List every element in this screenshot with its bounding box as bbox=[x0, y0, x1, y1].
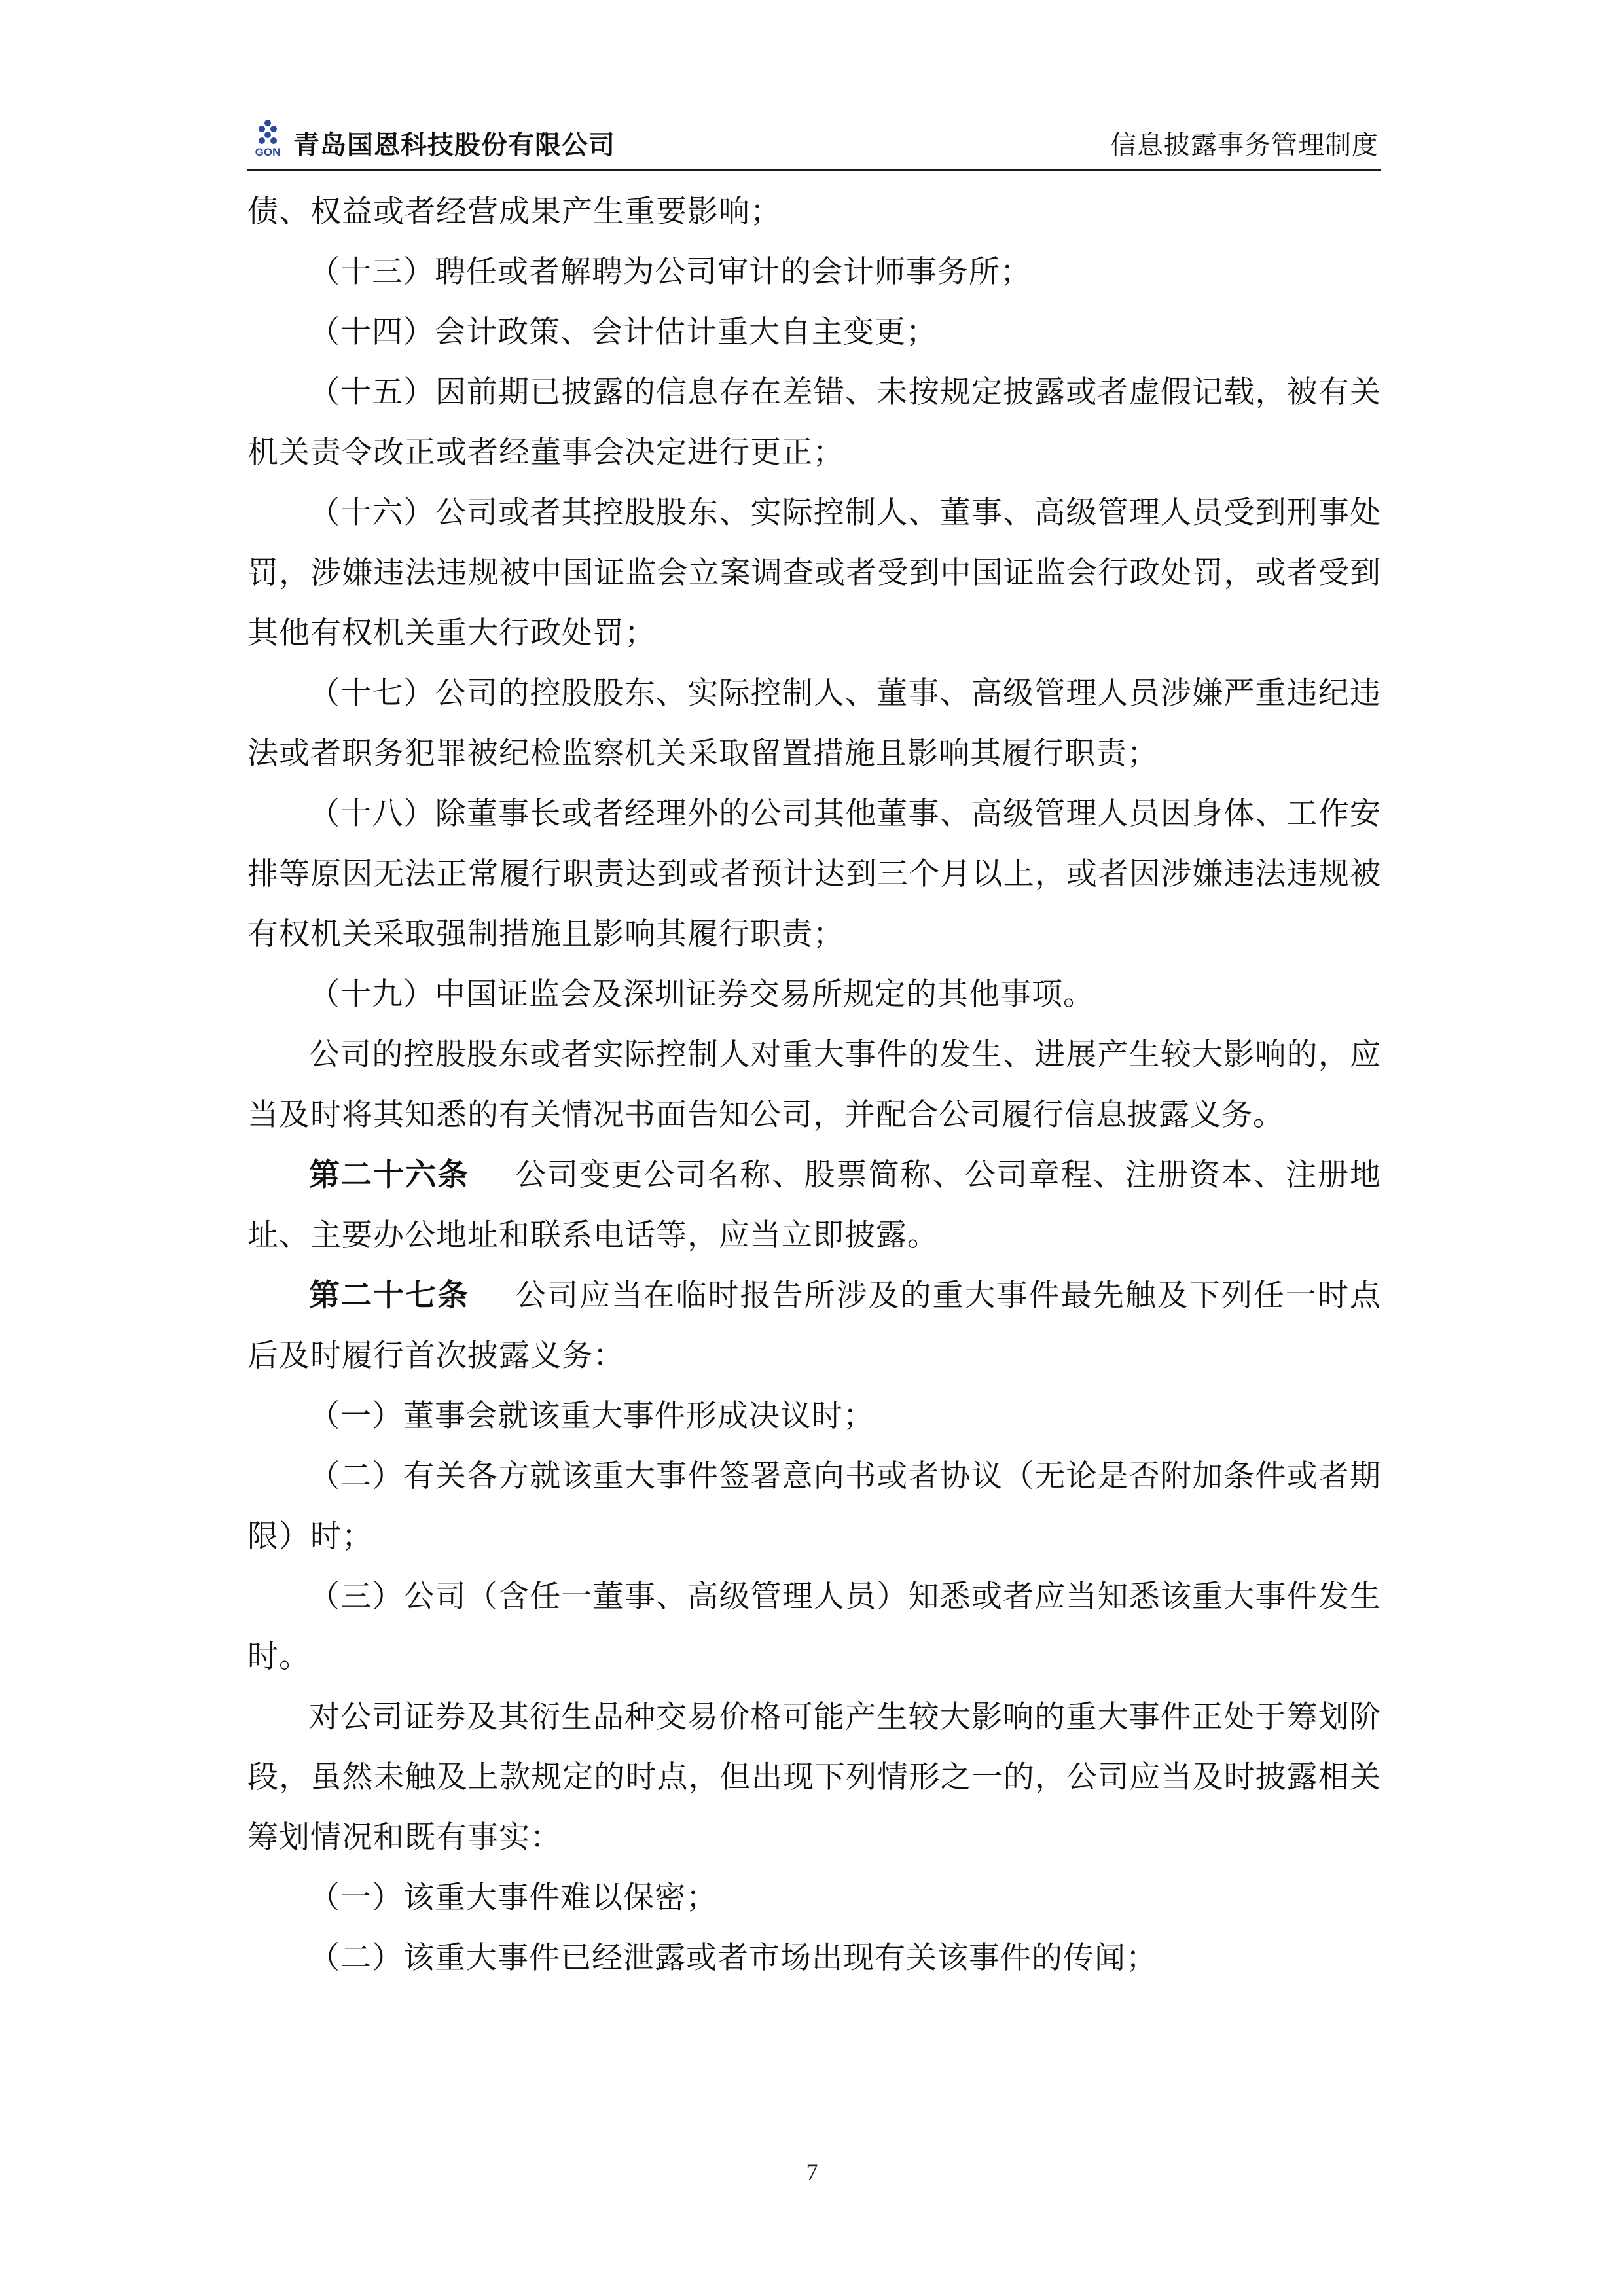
paragraph bbox=[247, 1567, 1381, 1687]
paragraph-text: （十六）公司或者其控股股东、实际控制人、董事、高级管理人员受到刑事处罚，涉嫌违法违规被中国证监会立案调查或者受到中国证监会行政处罚，或者受到其他有权机关重大行政处罚； bbox=[247, 495, 1381, 651]
paragraph-text: （十四）会计政策、会计估计重大自主变更； bbox=[309, 314, 937, 350]
paragraph bbox=[247, 1687, 1381, 1868]
paragraph-text: 债、权益或者经营成果产生重要影响； bbox=[247, 194, 782, 230]
paragraph bbox=[247, 1868, 1381, 1928]
paragraph bbox=[247, 363, 1381, 483]
paragraph-text: 公司变更公司名称、股票简称、公司章程、注册资本、注册地址、主要办公地址和联系电话等，应当立即披露。 bbox=[247, 1157, 1382, 1253]
document-title: 信息披露事务管理制度 bbox=[1110, 130, 1379, 160]
paragraph-text: 公司的控股股东或者实际控制人对重大事件的发生、进展产生较大影响的，应当及时将其知悉的有关情况书面告知公司，并配合公司履行信息披露义务。 bbox=[247, 1037, 1381, 1133]
document-body bbox=[247, 182, 1381, 1988]
svg-text:GON: GON bbox=[255, 146, 281, 158]
company-logo bbox=[247, 118, 288, 164]
paragraph bbox=[247, 182, 1381, 242]
article-number: 第二十六条 bbox=[309, 1157, 470, 1193]
article-paragraph bbox=[247, 1145, 1381, 1266]
paragraph bbox=[247, 1386, 1381, 1446]
paragraph-text: 对公司证券及其衍生品种交易价格可能产生较大影响的重大事件正处于筹划阶段，虽然未触及上款规定的时点，但出现下列情形之一的，公司应当及时披露相关筹划情况和既有事实： bbox=[247, 1699, 1381, 1856]
paragraph-text: （二）有关各方就该重大事件签署意向书或者协议（无论是否附加条件或者期限）时； bbox=[247, 1458, 1381, 1554]
company-name: 青岛国恩科技股份有限公司 bbox=[293, 130, 615, 160]
article-number: 第二十七条 bbox=[309, 1278, 470, 1314]
paragraph-text: （十七）公司的控股股东、实际控制人、董事、高级管理人员涉嫌严重违纪违法或者职务犯罪被纪检监察机关采取留置措施且影响其履行职责； bbox=[247, 675, 1381, 772]
paragraph bbox=[247, 965, 1381, 1025]
paragraph-text: （十八）除董事长或者经理外的公司其他董事、高级管理人员因身体、工作安排等原因无法正常履行职责达到或者预计达到三个月以上，或者因涉嫌违法违规被有权机关采取强制措施且影响其履行职责； bbox=[247, 796, 1381, 952]
paragraph bbox=[247, 1446, 1381, 1567]
paragraph bbox=[247, 1928, 1381, 1988]
page-number: 7 bbox=[806, 2159, 818, 2185]
article-paragraph bbox=[247, 1266, 1381, 1386]
paragraph-text: （三）公司（含任一董事、高级管理人员）知悉或者应当知悉该重大事件发生时。 bbox=[247, 1579, 1381, 1675]
paragraph bbox=[247, 1025, 1381, 1145]
paragraph-text: （十九）中国证监会及深圳证券交易所规定的其他事项。 bbox=[309, 977, 1094, 1013]
paragraph-text: （十五）因前期已披露的信息存在差错、未按规定披露或者虚假记载，被有关机关责令改正或者经董事会决定进行更正； bbox=[247, 374, 1381, 471]
paragraph bbox=[247, 242, 1381, 302]
paragraph bbox=[247, 784, 1381, 965]
paragraph-text: （一）该重大事件难以保密； bbox=[309, 1880, 717, 1916]
paragraph bbox=[247, 664, 1381, 784]
paragraph-text: （十三）聘任或者解聘为公司审计的会计师事务所； bbox=[309, 254, 1032, 290]
paragraph-text: （一）董事会就该重大事件形成决议时； bbox=[309, 1398, 875, 1434]
paragraph bbox=[247, 483, 1381, 664]
paragraph bbox=[247, 302, 1381, 363]
page-header bbox=[247, 110, 1381, 171]
paragraph-text: （二）该重大事件已经泄露或者市场出现有关该事件的传闻； bbox=[309, 1940, 1157, 1976]
paragraph-text: 公司应当在临时报告所涉及的重大事件最先触及下列任一时点后及时履行首次披露义务： bbox=[247, 1278, 1382, 1374]
